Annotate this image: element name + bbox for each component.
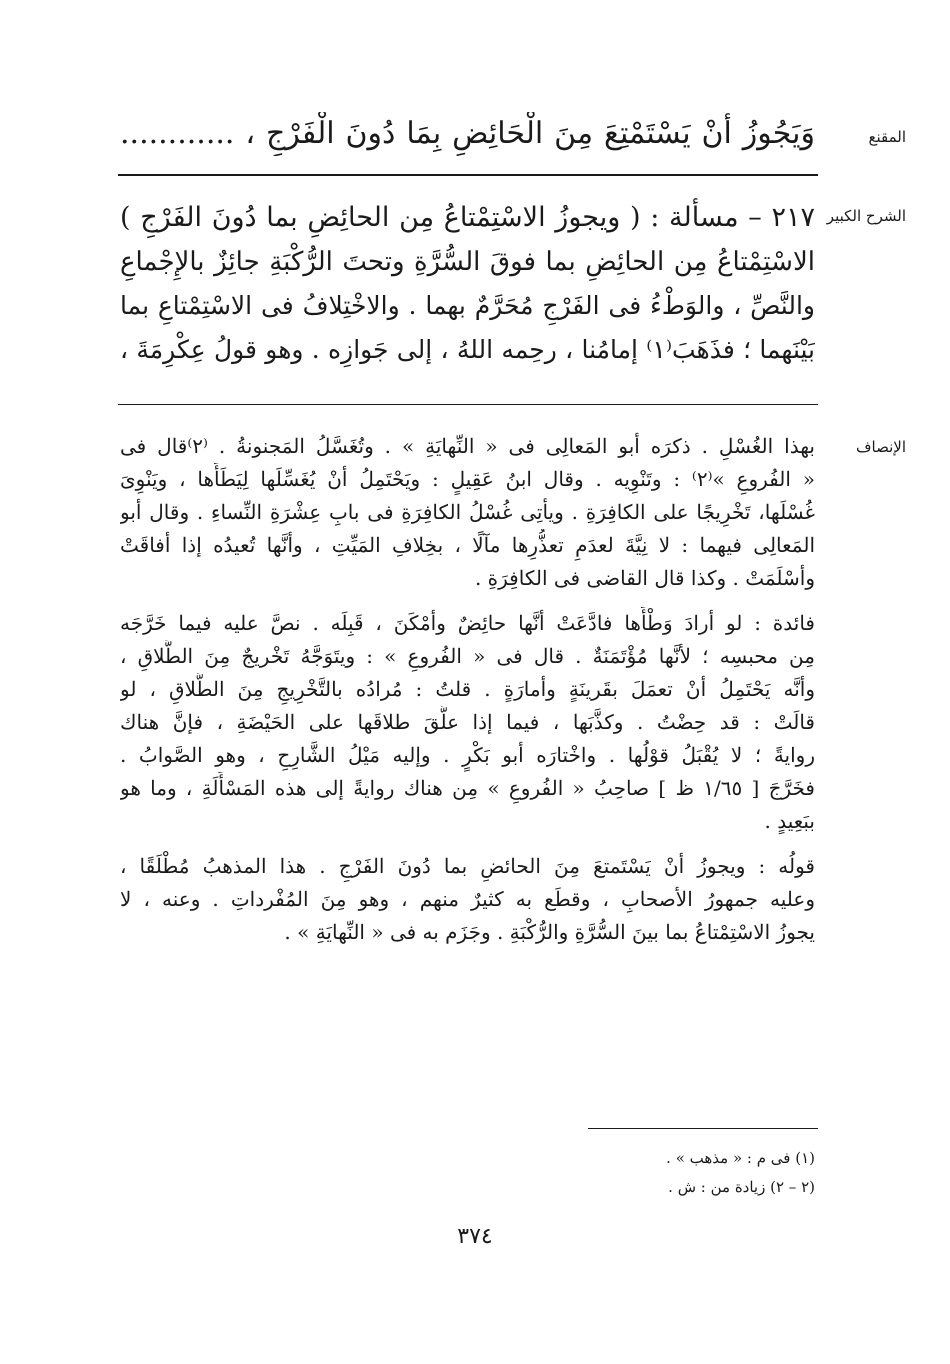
insaf-line: غُسْلَها، تَخْرِيجًا على الكافِرَةِ . ويأتِى غُسْلُ الكافِرَةِ فى بابِ عِشْرَةِ النِّساءِ . وقال أبو — [120, 500, 815, 524]
insaf-line: بهذا الغُسْلِ . ذكرَه أبو المَعالِى فى « النِّهايَةِ » . وتُغَسَّلُ المَجنونةُ . ⁽٢⁾قال فى — [120, 434, 815, 458]
footnote: (٢ – ٢) زيادة من : ش . — [668, 1178, 815, 1196]
page-number: ٣٧٤ — [457, 1224, 493, 1249]
insaf-line: مِن محبسِه ؛ لأنَّها مُؤْتَمَنَةٌ . قال فى « الفُروعِ » : ويتَوَجَّهُ تَخْريجٌ مِنَ الطَّلاقِ ، — [120, 644, 815, 668]
footnote-divider — [588, 1128, 818, 1129]
insaf-line: ببَعِيدٍ . — [764, 809, 815, 833]
insaf-line: فائدة : لو أرادَ وَطْأَها فادَّعَتْ أنَّها حائِضٌ وأمْكَنَ ، قَبِلَه . نصَّ عليه فيما خَرَّجَه — [120, 611, 815, 635]
sharh-line: الاسْتِمْتاعُ مِن الحائِضِ بما فوقَ السُّرَّةِ وتحتَ الرُّكْبَةِ جائِزٌ بالإِجْماعِ — [120, 247, 815, 277]
insaf-line: قولُه : ويجوزُ أنْ يَسْتَمتعَ مِنَ الحائضِ بما دُونَ الفَرْجِ . هذا المذهبُ مُطْلَقًا ، — [120, 854, 815, 878]
insaf-line: قالَتْ : قد حِضْتُ . وكذَّبَها ، فيما إذا علَّقَ طلاقَها على الحَيْضَةِ ، فإنَّ هناك — [120, 710, 815, 734]
insaf-line: وأنَّه يَحْتَمِلُ أنْ تعمَلَ بقَرينَةٍ وأمارَةٍ . قلتُ : مُرادُه بالتَّخْرِيجِ مِنَ الطَّلاقِ ، لو — [120, 677, 815, 701]
footnotes — [120, 1144, 815, 1202]
sharh-section — [120, 196, 815, 372]
footnote: (١) فى م : « مذهب » . — [666, 1149, 815, 1167]
insaf-section — [120, 430, 815, 949]
insaf-line: يجوزُ الاسْتِمْتاعُ بما بينَ السُّرَّةِ والرُّكْبَةِ . وجَزَم به فى « النِّهايَةِ » . — [284, 920, 815, 944]
muqni-text: وَيَجُوزُ أَنْ يَسْتَمْتِعَ مِنَ الْحَائِضِ بِمَا دُونَ الْفَرْجِ ، ............ — [120, 116, 815, 151]
insaf-paragraph-3 — [120, 850, 815, 949]
muqni-section — [120, 112, 815, 156]
insaf-line: المَعالِى فيهما : لا نِيَّةَ لعدَمِ تعذُّرِها مآلًا ، بخِلافِ المَيِّتِ ، وأنَّها تُعيدُه إذا أفاقَتْ — [120, 533, 815, 557]
sharh-line: والنَّصِّ ، والوَطْءُ فى الفَرْجِ مُحَرَّمٌ بهما . والاخْتِلافُ فى الاسْتِمْتاعِ بما — [120, 291, 815, 320]
sharh-divider — [118, 404, 818, 405]
muqni-divider — [118, 174, 818, 176]
label-muqni: المقنع — [868, 128, 906, 146]
insaf-line: وأسْلَمَتْ . وكذا قال القاضى فى الكافِرَةِ . — [474, 566, 815, 590]
insaf-line: وعليه جمهورُ الأصحابِ ، وقطَع به كثيرٌ منهم ، وهو مِنَ المُفْرداتِ . وعنه ، لا — [120, 887, 815, 911]
sharh-line: ٢١٧ – مسألة : ( ويجوزُ الاسْتِمْتاعُ مِن الحائِضِ بما دُونَ الفَرْجِ ) — [120, 202, 815, 233]
label-insaf: الإنصاف — [855, 438, 906, 456]
insaf-line: « الفُروعِ »⁽٢⁾ : وتَنْوِيه . وقال ابنُ عَقِيلٍ : ويَحْتَمِلُ أنْ يُغَسِّلَها لِيَطَأَها ، ويَنْوِىَ — [120, 467, 815, 491]
insaf-line: فخَرَّجَ [ ١/٦٥ ظ ] صاحِبُ « الفُروعِ » مِن هناك روايةً إلى هذه المَسْأَلَةِ ، وما هو — [120, 776, 815, 800]
insaf-paragraph-2 — [120, 607, 815, 838]
label-sharh: الشرح الكبير — [826, 207, 906, 225]
sharh-line: بَيْنَهما ؛ فذَهَبَ⁽١⁾ إمامُنا ، رحِمه اللهُ ، إلى جَوازِه . وهو قولُ عِكْرِمَةَ ، — [120, 335, 815, 364]
insaf-paragraph-1 — [120, 430, 815, 595]
insaf-line: روايةً ؛ لا يُقْبَلُ قوْلُها . واخْتارَه أبو بَكْرٍ . وإليه مَيْلُ الشَّارِحِ ، وهو الصَّوابُ . — [120, 743, 815, 767]
